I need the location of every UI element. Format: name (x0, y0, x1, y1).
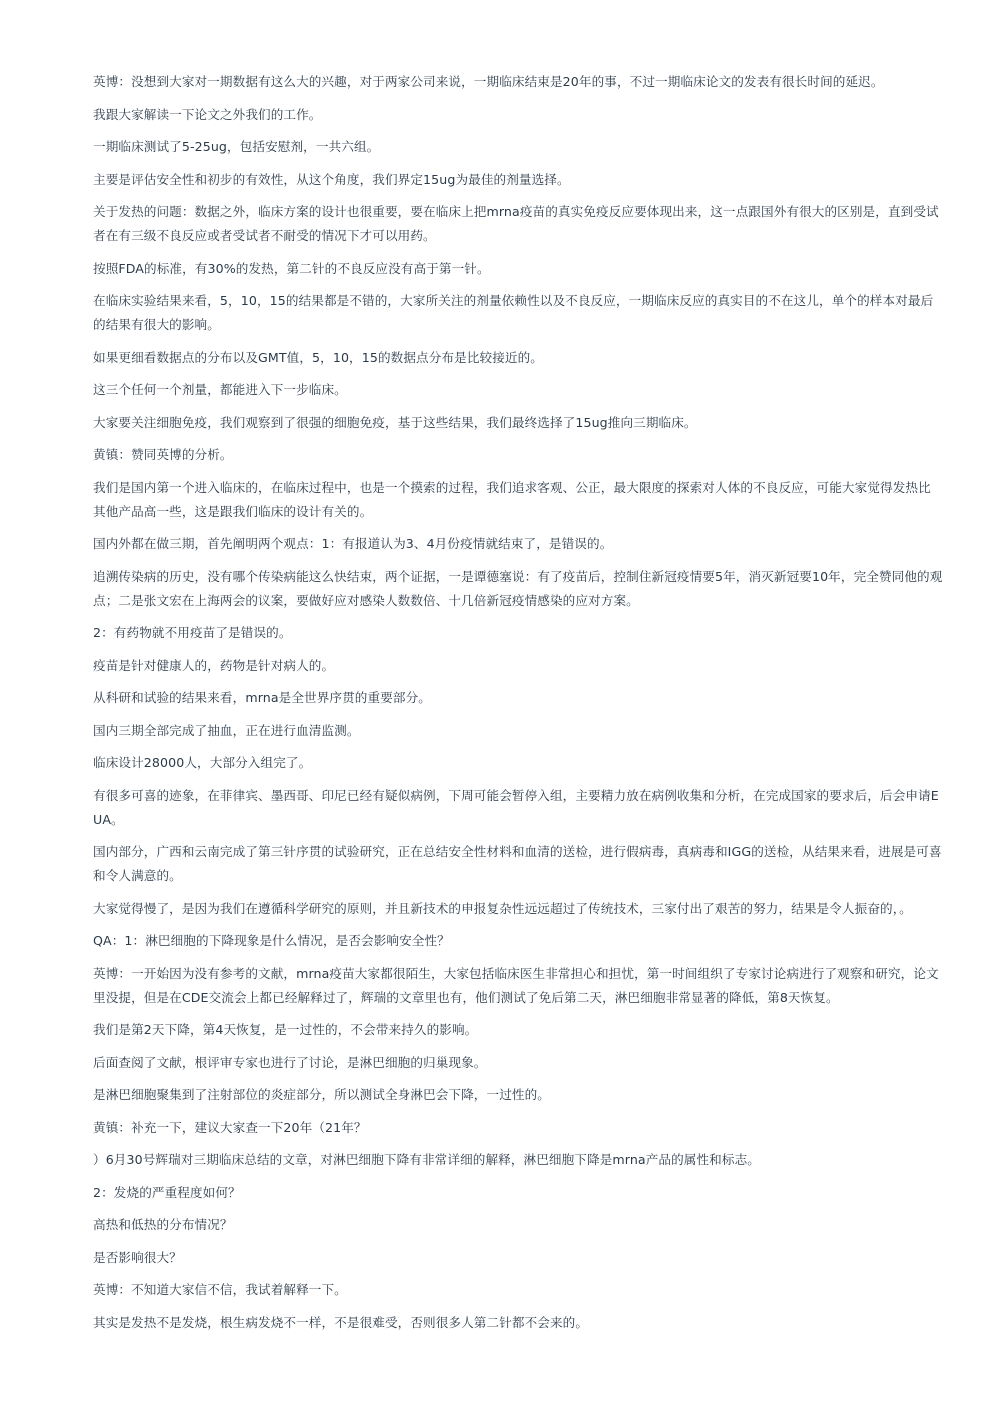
paragraph: 是否影响很大？ (93, 1249, 182, 1265)
paragraph: QA：1：淋巴细胞的下降现象是什么情况，是否会影响安全性？ (93, 933, 450, 948)
paragraph: 按照FDA的标准，有30%的发热，第二针的不良反应没有高于第一针。 (93, 260, 490, 276)
paragraph: 这三个任何一个剂量，都能进入下一步临床。 (93, 382, 347, 397)
paragraph: 我们是国内第一个进入临床的，在临床过程中，也是一个摸索的过程，我们追求客观、公正，最大限度的探索对人体的不良反应，可能大家觉得发热比其他产品高一些，这是跟我们临床的设计有关的。 (93, 479, 931, 519)
paragraph: ）6月30号辉瑞对三期临床总结的文章，对淋巴细胞下降有非常详细的解释，淋巴细胞下降是mrna产品的属性和标志。 (93, 1152, 760, 1167)
paragraph: 追溯传染病的历史，没有哪个传染病能这么快结束，两个证据，一是谭德塞说：有了疫苗后，控制住新冠疫情要5年，消灭新冠要10年，完全赞同他的观点；二是张文宏在上海两会的议案，要做好应对感染人数数倍、十几倍新冠疫情感染的应对方案。 (93, 568, 943, 608)
paragraph: 从科研和试验的结果来看，mrna是全世界序贯的重要部分。 (93, 690, 431, 705)
paragraph: 国内三期全部完成了抽血，正在进行血清监测。 (93, 722, 360, 738)
paragraph: 英博：一开始因为没有参考的文献，mrna疫苗大家都很陌生，大家包括临床医生非常担心和担忧，第一时间组织了专家讨论病进行了观察和研究，论文里没提，但是在CDE交流会上都已经解释过了，辉瑞的文章里也有，他们测试了免后第二天，淋巴细胞非常显著的降低，第8天恢复。 (93, 965, 939, 1005)
paragraph: 其实是发热不是发烧，根生病发烧不一样，不是很难受，否则很多人第二针都不会来的。 (93, 1314, 589, 1330)
paragraph: 高热和低热的分布情况？ (93, 1217, 233, 1232)
paragraph: 关于发热的问题：数据之外，临床方案的设计也很重要，要在临床上把mrna疫苗的真实免疫反应要体现出来，这一点跟国外有很大的区别是，直到受试者在有三级不良反应或者受试者不耐受的情况下才可以用药。 (93, 204, 939, 243)
paragraph: 国内外都在做三期，首先阐明两个观点：1：有报道认为3、4月份疫情就结束了，是错误的。 (93, 536, 613, 551)
paragraph: 后面查阅了文献，根评审专家也进行了讨论，是淋巴细胞的归巢现象。 (93, 1054, 487, 1070)
paragraph: 大家要关注细胞免疫，我们观察到了很强的细胞免疫，基于这些结果，我们最终选择了15ug推向三期临床。 (93, 414, 697, 430)
paragraph: 临床设计28000人，大部分入组完了。 (93, 755, 312, 770)
paragraph: 国内部分，广西和云南完成了第三针序贯的试验研究，正在总结安全性材料和血清的送检，进行假病毒，真病毒和IGG的送检，从结果来看，进展是可喜和令人满意的。 (93, 844, 942, 883)
paragraph: 黄镇：赞同英博的分析。 (93, 447, 233, 462)
paragraph: 大家觉得慢了，是因为我们在遵循科学研究的原则，并且新技术的申报复杂性远远超过了传统技术，三家付出了艰苦的努力，结果是令人振奋的，。 (93, 900, 912, 916)
paragraph: 我们是第2天下降，第4天恢复，是一过性的，不会带来持久的影响。 (93, 1022, 478, 1037)
paragraph: 在临床实验结果来看，5，10，15的结果都是不错的，大家所关注的剂量依赖性以及不良反应，一期临床反应的真实目的不在这儿，单个的样本对最后的结果有很大的影响。 (93, 293, 934, 332)
paragraph: 2：有药物就不用疫苗了是错误的。 (93, 625, 292, 640)
paragraph: 我跟大家解读一下论文之外我们的工作。 (93, 106, 322, 122)
paragraph: 有很多可喜的迹象，在菲律宾、墨西哥、印尼已经有疑似病例，下周可能会暂停入组，主要精力放在病例收集和分析，在完成国家的要求后，后会申请EUA。 (93, 787, 939, 827)
paragraph: 2：发烧的严重程度如何？ (93, 1184, 241, 1200)
paragraph: 英博：没想到大家对一期数据有这么大的兴趣，对于两家公司来说，一期临床结束是20年的事，不过一期临床论文的发表有很长时间的延迟。 (93, 74, 884, 89)
paragraph: 主要是评估安全性和初步的有效性，从这个角度，我们界定15ug为最佳的剂量选择。 (93, 171, 570, 187)
paragraph: 如果更细看数据点的分布以及GMT值，5，10，15的数据点分布是比较接近的。 (93, 349, 543, 365)
paragraph: 疫苗是针对健康人的，药物是针对病人的。 (93, 657, 335, 673)
document-page (93, 70, 943, 1343)
paragraph: 是淋巴细胞聚集到了注射部位的炎症部分，所以测试全身淋巴会下降，一过性的。 (93, 1087, 550, 1102)
paragraph: 一期临床测试了5-25ug，包括安慰剂，一共六组。 (93, 139, 380, 154)
paragraph: 英博：不知道大家信不信，我试着解释一下。 (93, 1282, 347, 1297)
paragraph: 黄镇：补充一下，建议大家查一下20年（21年？ (93, 1119, 367, 1135)
